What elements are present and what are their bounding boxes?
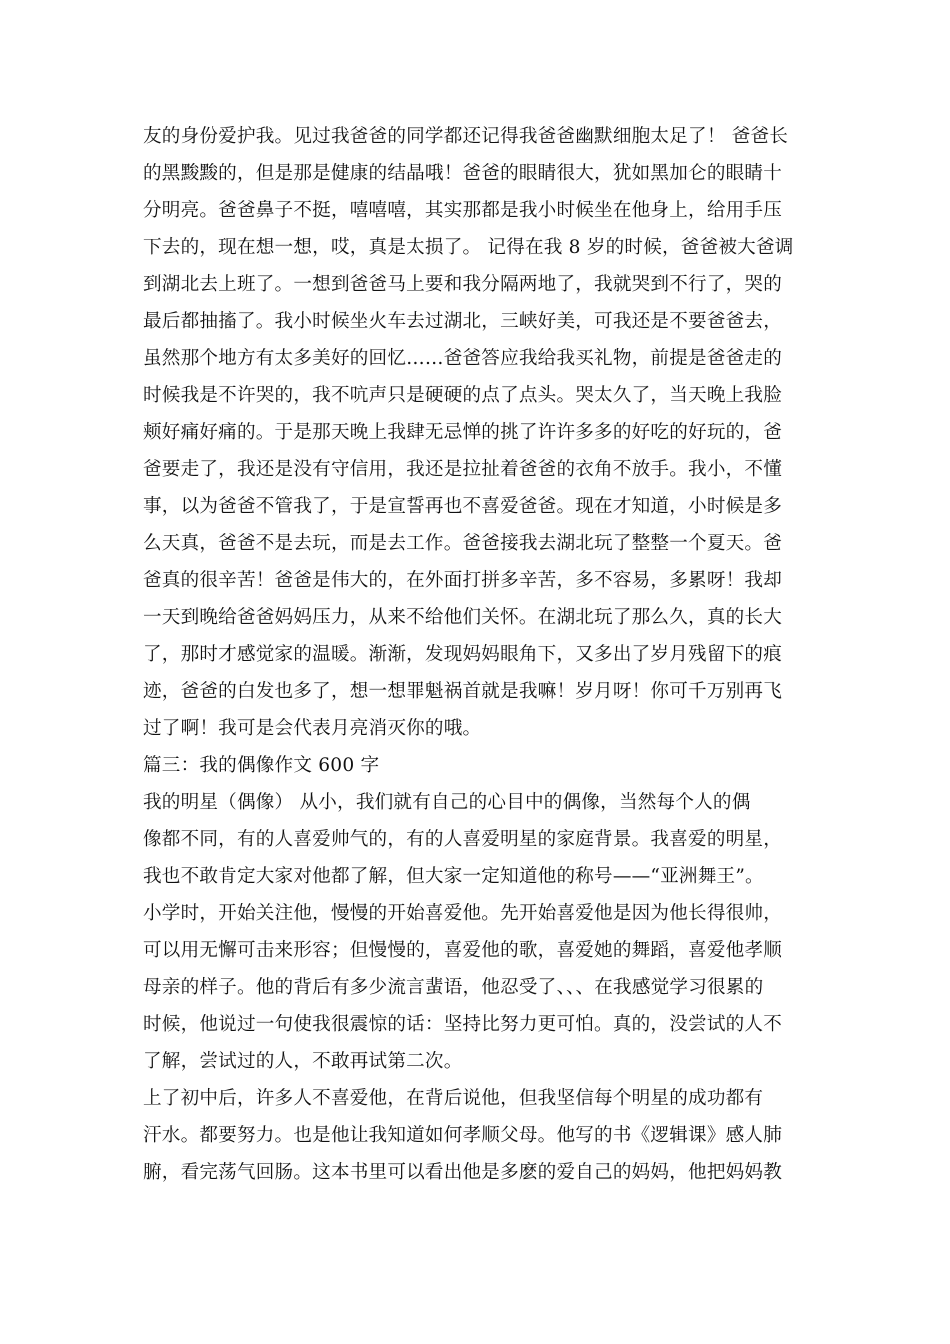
text-line: 迹，爸爸的白发也多了，想一想罪魁祸首就是我嘛！岁月呀！你可千万别再飞 bbox=[143, 681, 782, 702]
text-line: 最后都抽搐了。我小时候坐火车去过湖北，三峡好美，可我还是不要爸爸去， bbox=[143, 311, 782, 332]
text-line: 了解，尝试过的人，不敢再试第二次。 bbox=[143, 1051, 463, 1072]
text-line: 可以用无懈可击来形容；但慢慢的，喜爱他的歌，喜爱她的舞蹈，喜爱他孝顺 bbox=[143, 940, 782, 961]
text-line: 了，那时才感觉家的温暖。渐渐，发现妈妈眼角下，又多出了岁月残留下的痕 bbox=[143, 644, 782, 665]
text-line: 事，以为爸爸不管我了，于是宣誓再也不喜爱爸爸。现在才知道，小时候是多 bbox=[143, 496, 782, 517]
text-line: 时候我是不许哭的，我不吭声只是硬硬的点了点头。哭太久了，当天晚上我脸 bbox=[143, 385, 782, 406]
text-line: 颊好痛好痛的。于是那天晚上我肆无忌惮的挑了许许多多的好吃的好玩的，爸 bbox=[143, 422, 782, 443]
text-line: 上了初中后，许多人不喜爱他，在背后说他，但我坚信每个明星的成功都有 bbox=[143, 1088, 764, 1109]
text-line: 我也不敢肯定大家对他都了解，但大家一定知道他的称号——“亚洲舞王”。 bbox=[143, 866, 764, 887]
text-line: 过了啊！我可是会代表月亮消灭你的哦。 bbox=[143, 718, 482, 739]
text-line: 腑，看完荡气回肠。这本书里可以看出他是多麽的爱自己的妈妈，他把妈妈教 bbox=[143, 1162, 782, 1183]
text-line: 像都不同，有的人喜爱帅气的，有的人喜爱明星的家庭背景。我喜爱的明星， bbox=[143, 829, 782, 850]
text-line: 爸要走了，我还是没有守信用，我还是拉扯着爸爸的衣角不放手。我小，不懂 bbox=[143, 459, 782, 480]
text-line: 时候，他说过一句使我很震惊的话：坚持比努力更可怕。真的，没尝试的人不 bbox=[143, 1014, 782, 1035]
text-line: 到湖北去上班了。一想到爸爸马上要和我分隔两地了，我就哭到不行了，哭的 bbox=[143, 274, 782, 295]
text-line: 虽然那个地方有太多美好的回忆……爸爸答应我给我买礼物，前提是爸爸走的 bbox=[143, 348, 782, 369]
text-line: 母亲的样子。他的背后有多少流言蜚语，他忍受了、、、在我感觉学习很累的 bbox=[143, 977, 764, 998]
text-line: 爸真的很辛苦！爸爸是伟大的，在外面打拼多辛苦，多不容易，多累呀！我却 bbox=[143, 570, 782, 591]
text-line: 小学时，开始关注他，慢慢的开始喜爱他。先开始喜爱他是因为他长得很帅， bbox=[143, 903, 782, 924]
text-line: 我的明星（偶像） 从小，我们就有自己的心目中的偶像，当然每个人的偶 bbox=[143, 792, 751, 813]
text-line: 分明亮。爸爸鼻子不挺，嘻嘻嘻，其实那都是我小时候坐在他身上，给用手压 bbox=[143, 200, 782, 221]
text-line: 的黑黢黢的，但是那是健康的结晶哦！爸爸的眼睛很大，犹如黑加仑的眼睛十 bbox=[143, 163, 782, 184]
text-line: 汗水。都要努力。也是他让我知道如何孝顺父母。他写的书《逻辑课》感人肺 bbox=[143, 1125, 782, 1146]
section-heading: 篇三：我的偶像作文 600 字 bbox=[143, 755, 380, 776]
text-line: 下去的，现在想一想，哎，真是太损了。 记得在我 8 岁的时候，爸爸被大爸调 bbox=[143, 237, 794, 258]
text-line: 一天到晚给爸爸妈妈压力，从来不给他们关怀。在湖北玩了那么久，真的长大 bbox=[143, 607, 782, 628]
text-line: 友的身份爱护我。见过我爸爸的同学都还记得我爸爸幽默细胞太足了！ 爸爸长 bbox=[143, 126, 789, 147]
text-line: 么天真，爸爸不是去玩，而是去工作。爸爸接我去湖北玩了整整一个夏天。爸 bbox=[143, 533, 782, 554]
